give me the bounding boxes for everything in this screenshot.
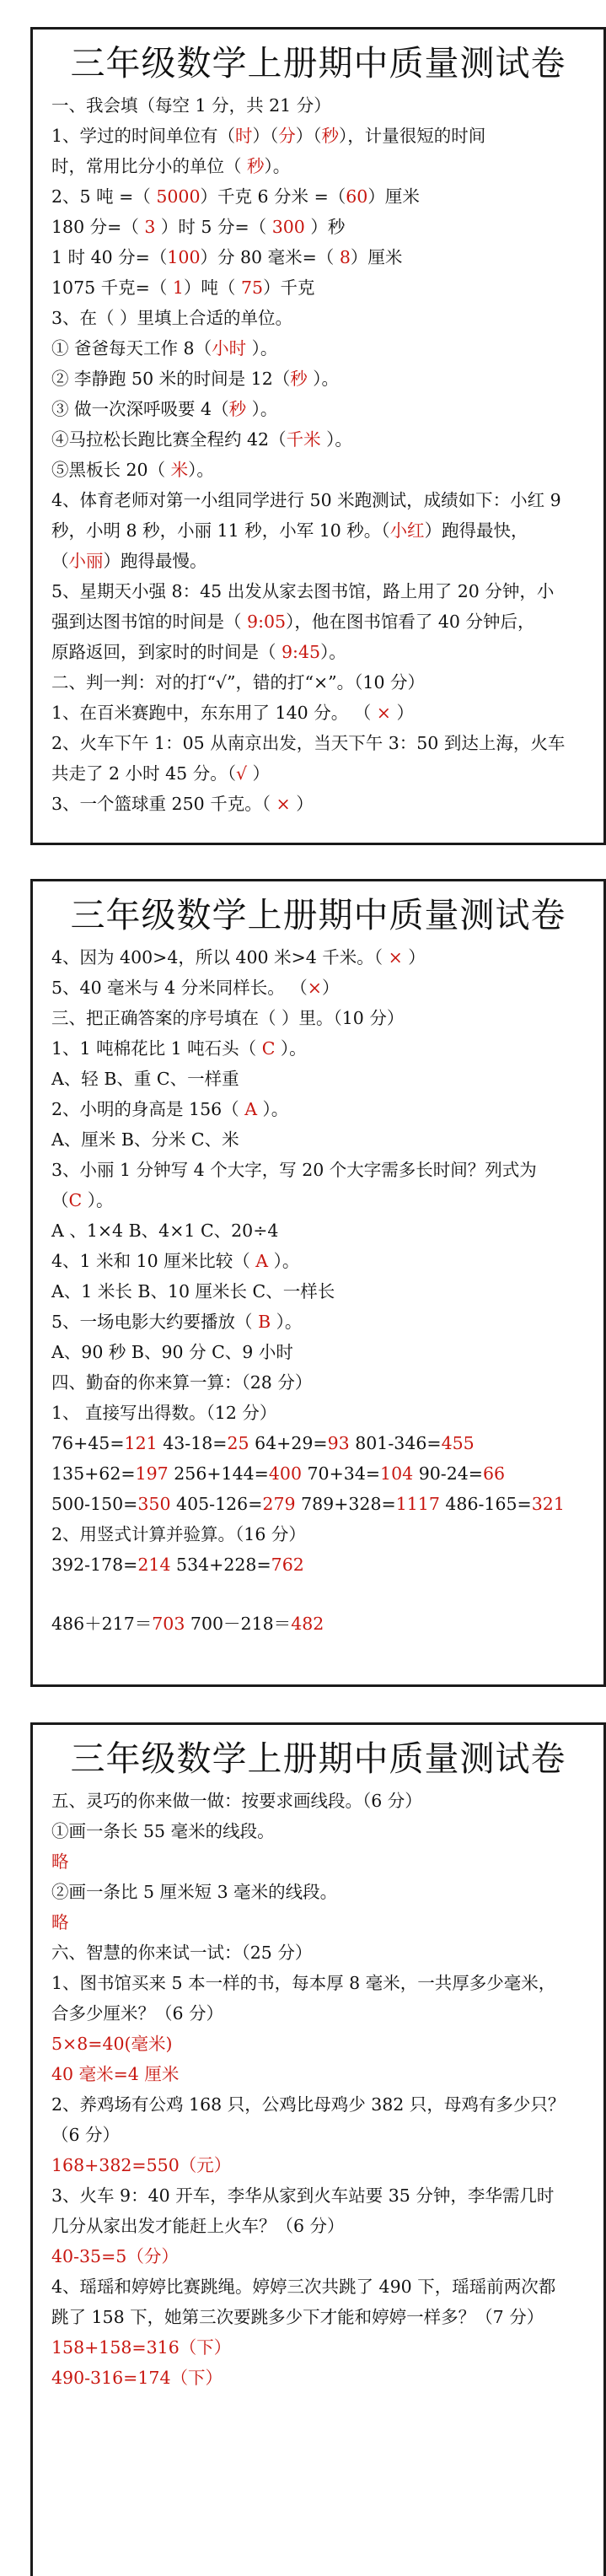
text-line — [51, 2029, 585, 2059]
text-line — [51, 1428, 585, 1458]
question-text: 2、养鸡场有公鸡 168 只，公鸡比母鸡少 382 只，母鸡有多少只？ — [51, 2094, 566, 2115]
exam-page-2 — [30, 879, 606, 1687]
answer-text: B — [258, 1312, 271, 1332]
answer-text: 350 — [137, 1494, 171, 1514]
answer-text: 66 — [482, 1463, 506, 1484]
answer-text: 8 — [339, 247, 351, 267]
question-text: 392-178= — [51, 1555, 138, 1575]
question-text: ）秒 — [304, 217, 346, 237]
question-text: A、1 米长 B、10 厘米长 C、一样长 — [51, 1281, 335, 1301]
text-line — [51, 1367, 585, 1398]
text-line — [51, 728, 585, 758]
question-text: ⑤黑板长 20（ — [51, 460, 171, 480]
question-text: ① 爸爸每天工作 8（ — [51, 338, 212, 358]
question-text: ） — [290, 794, 314, 814]
text-line — [51, 1337, 585, 1367]
question-text: ）时 5 分=（ — [155, 217, 272, 237]
text-line — [51, 2211, 585, 2241]
question-text: （ — [51, 551, 69, 571]
text-line — [51, 2089, 585, 2120]
question-text: ）吨（ — [183, 278, 241, 298]
answer-text: 9:45 — [282, 642, 321, 662]
text-line — [51, 1489, 585, 1519]
question-text: ）厘米 — [367, 186, 420, 207]
exam-title: 三年级数学上册期中质量测试卷 — [70, 43, 566, 84]
text-line — [51, 90, 585, 121]
question-text: 801-346= — [349, 1433, 442, 1453]
question-text: ）。 — [275, 1038, 307, 1059]
text-line — [51, 1276, 585, 1307]
question-text: 135+62= — [51, 1463, 136, 1484]
question-text: 时，常用比分小的单位（ — [51, 156, 248, 176]
question-text: 2、小明的身高是 156（ — [51, 1099, 245, 1119]
question-text: ），计量很短的时间 — [339, 126, 486, 146]
text-line — [51, 1398, 585, 1428]
question-text: 原路返回，到家时的时间是（ — [51, 642, 282, 662]
answer-text: 197 — [135, 1463, 169, 1484]
text-line — [51, 1968, 585, 1998]
question-text: 3、在（ ）里填上合适的单位。 — [51, 308, 293, 328]
text-line — [51, 1998, 585, 2029]
question-text: 共走了 2 小时 45 分。（ — [51, 763, 236, 784]
question-text: 64+29= — [249, 1433, 328, 1453]
answer-text: 490-316=174（下） — [51, 2368, 223, 2388]
question-text: ） — [321, 978, 340, 998]
answer-text: 小时 — [212, 338, 247, 358]
question-text: 70+34= — [302, 1463, 381, 1484]
answer-text: 千米 — [286, 429, 321, 450]
exam-page-3 — [30, 1722, 606, 2576]
answer-text: 秒 — [290, 369, 308, 389]
text-line — [51, 212, 585, 242]
question-text: ）跑得最快， — [424, 520, 528, 541]
question-text: ）千克 6 分米 =（ — [200, 186, 346, 207]
question-text: 5、一场电影大约要播放（ — [51, 1312, 259, 1332]
question-text: 486-165= — [439, 1494, 532, 1514]
answer-text: 703 — [152, 1614, 185, 1634]
question-text: 2、5 吨 =（ — [51, 186, 157, 207]
answer-text: 400 — [268, 1463, 302, 1484]
question-text: 几分从家出发才能赶上火车？（6 分） — [51, 2216, 345, 2236]
answer-text: 214 — [137, 1555, 171, 1575]
answer-text: 321 — [531, 1494, 565, 1514]
question-text: 四、勤奋的你来算一算：（28 分） — [51, 1372, 313, 1393]
question-text: ）。 — [82, 1190, 114, 1210]
text-line — [51, 1064, 585, 1094]
answer-text: × — [376, 703, 391, 723]
question-text: 3、一个篮球重 250 千克。（ — [51, 794, 276, 814]
question-text: ②画一条比 5 厘米短 3 毫米的线段。 — [51, 1882, 338, 1902]
exam-title: 三年级数学上册期中质量测试卷 — [70, 895, 566, 935]
question-text: 5、40 毫米与 4 分米同样长。 （ — [51, 978, 308, 998]
text-line — [51, 1458, 585, 1489]
answer-text: 小丽 — [68, 551, 104, 571]
question-text: ）。 — [320, 642, 346, 662]
question-text: ）（ — [252, 126, 279, 146]
question-text: ）。 — [320, 429, 352, 450]
question-text: 4、瑶瑶和婷婷比赛跳绳。婷婷三次共跳了 490 下，瑶瑶前两次都 — [51, 2277, 556, 2297]
text-line — [51, 789, 585, 819]
text-line — [51, 1124, 585, 1155]
question-text: 三、把正确答案的序号填在（ ）里。（10 分） — [51, 1008, 405, 1028]
question-text: 90-24= — [413, 1463, 483, 1484]
question-text: A、厘米 B、分米 C、米 — [51, 1129, 239, 1150]
question-text: ） — [402, 947, 426, 967]
question-text: 4、1 米和 10 厘米比较（ — [51, 1251, 256, 1271]
question-text: ） — [390, 703, 414, 723]
answer-text: 762 — [271, 1555, 304, 1575]
question-text: ）。 — [246, 338, 278, 358]
question-text: A、轻 B、重 C、一样重 — [51, 1069, 239, 1089]
answer-text: √ — [235, 763, 248, 784]
answer-text: 168+382=550（元） — [51, 2155, 232, 2175]
text-line — [51, 1877, 585, 1907]
text-line — [51, 2150, 585, 2180]
text-line — [51, 576, 585, 606]
text-line — [51, 1246, 585, 1276]
exam-title: 三年级数学上册期中质量测试卷 — [70, 1738, 566, 1779]
text-line — [51, 973, 585, 1003]
question-text: 180 分=（ — [51, 217, 145, 237]
text-line — [51, 606, 585, 637]
question-text: 405-126= — [170, 1494, 263, 1514]
answer-text: 1117 — [395, 1494, 440, 1514]
answer-text: 75 — [240, 278, 264, 298]
page-content — [51, 942, 585, 1639]
text-line — [51, 1155, 585, 1185]
answer-text: 米 — [170, 460, 189, 480]
text-line — [51, 2302, 585, 2332]
answer-text: 秒 — [321, 126, 340, 146]
text-line — [51, 667, 585, 698]
question-text: 789+328= — [295, 1494, 396, 1514]
question-text: 1、1 吨棉花比 1 吨石头（ — [51, 1038, 262, 1059]
answer-text: 158+158=316（下） — [51, 2337, 232, 2358]
answer-text: 分 — [278, 126, 296, 146]
text-line — [51, 515, 585, 546]
question-text: 一、我会填（每空 1 分，共 21 分） — [51, 95, 331, 116]
text-line — [51, 2180, 585, 2211]
question-text: A、90 秒 B、90 分 C、9 小时 — [51, 1342, 293, 1362]
question-text: ①画一条长 55 毫米的线段。 — [51, 1821, 275, 1841]
text-line — [51, 2120, 585, 2150]
question-text: 2、用竖式计算并验算。（16 分） — [51, 1524, 306, 1544]
text-line — [51, 1937, 585, 1968]
question-text: 5、星期天小强 8：45 出发从家去图书馆，路上用了 20 分钟，小 — [51, 581, 555, 601]
text-line — [51, 424, 585, 455]
answer-text: 略 — [51, 1912, 69, 1932]
question-text: ④马拉松长跑比赛全程约 42（ — [51, 429, 287, 450]
answer-text: 9:05 — [247, 612, 287, 632]
question-text: ）。 — [188, 460, 214, 480]
text-line — [51, 1549, 585, 1580]
question-text: 1075 千克=（ — [51, 278, 173, 298]
question-text: 二、判一判：对的打“√”，错的打“×”。（10 分） — [51, 672, 426, 693]
answer-text: 40 毫米=4 厘米 — [51, 2064, 180, 2084]
question-text: （6 分） — [51, 2125, 121, 2145]
question-text: 合多少厘米？（6 分） — [51, 2003, 224, 2024]
text-line — [51, 121, 585, 151]
text-line — [51, 2363, 585, 2393]
answer-text: 60 — [346, 186, 368, 207]
question-text: （ — [51, 1190, 69, 1210]
question-text: 强到达图书馆的时间是（ — [51, 612, 248, 632]
text-line — [51, 2241, 585, 2272]
text-line — [51, 1609, 585, 1639]
answer-text: C — [68, 1190, 83, 1210]
text-line — [51, 1786, 585, 1816]
answer-text: 时 — [235, 126, 253, 146]
question-text: ③ 做一次深呼吸要 4（ — [51, 399, 229, 419]
text-line — [51, 1215, 585, 1246]
answer-text: 104 — [380, 1463, 414, 1484]
text-line — [51, 455, 585, 485]
question-text: 486＋217＝ — [51, 1614, 153, 1634]
text-line — [51, 698, 585, 728]
text-line — [51, 1816, 585, 1846]
question-text: ）分 80 毫米=（ — [200, 247, 340, 267]
answer-text: 3 — [144, 217, 156, 237]
answer-text: 25 — [227, 1433, 249, 1453]
question-text: ），他在图书馆看了 40 分钟后， — [286, 612, 535, 632]
text-line — [51, 151, 585, 181]
question-text: ② 李静跑 50 米的时间是 12（ — [51, 369, 291, 389]
text-line — [51, 637, 585, 667]
question-text: 五、灵巧的你来做一做：按要求画线段。（6 分） — [51, 1791, 422, 1811]
question-text: 4、体育老师对第一小组同学进行 50 米跑测试，成绩如下：小红 9 — [51, 490, 561, 510]
answer-text: × — [276, 794, 291, 814]
text-line — [51, 942, 585, 973]
question-text: ）跑得最慢。 — [103, 551, 207, 571]
question-text: 3、小丽 1 分钟写 4 个大字，写 20 个大字需多长时间？列式为 — [51, 1160, 537, 1180]
question-text: 六、智慧的你来试一试：（25 分） — [51, 1943, 313, 1963]
text-line — [51, 333, 585, 364]
answer-text: 121 — [124, 1433, 158, 1453]
question-text: 秒，小明 8 秒，小丽 11 秒，小军 10 秒。（ — [51, 520, 390, 541]
answer-text: × — [388, 947, 403, 967]
answer-text: 5×8=40(毫米) — [51, 2034, 173, 2054]
text-line — [51, 485, 585, 515]
answer-text: 93 — [327, 1433, 350, 1453]
question-text: 1、在百米赛跑中，东东用了 140 分。 （ — [51, 703, 377, 723]
question-text: 1、图书馆买来 5 本一样的书，每本厚 8 毫米，一共厚多少毫米， — [51, 1973, 556, 1993]
text-line — [51, 364, 585, 394]
text-line — [51, 303, 585, 333]
question-text: 1、学过的时间单位有（ — [51, 126, 236, 146]
question-text: 1、 直接写出得数。（12 分） — [51, 1403, 277, 1423]
text-line — [51, 2059, 585, 2089]
question-text: 4、因为 400>4，所以 400 米>4 千米。（ — [51, 947, 389, 967]
answer-text: × — [307, 978, 322, 998]
text-line — [51, 1033, 585, 1064]
question-text: ）。 — [264, 156, 291, 176]
question-text: 700－218＝ — [185, 1614, 292, 1634]
answer-text: 小红 — [389, 520, 425, 541]
question-text: ）。 — [268, 1251, 300, 1271]
answer-text: 40-35=5（分） — [51, 2246, 179, 2266]
page-content — [51, 90, 585, 819]
text-line — [51, 758, 585, 789]
text-line — [51, 1519, 585, 1549]
question-text: ）厘米 — [350, 247, 403, 267]
question-text: 1 时 40 分=（ — [51, 247, 168, 267]
text-line — [51, 546, 585, 576]
answer-text: 1 — [172, 278, 184, 298]
question-text: 500-150= — [51, 1494, 138, 1514]
question-text: 跳了 158 下，她第三次要跳多少下才能和婷婷一样多？（7 分） — [51, 2307, 544, 2327]
text-line — [51, 2272, 585, 2302]
exam-page-1 — [30, 27, 606, 845]
question-text: 256+144= — [168, 1463, 269, 1484]
question-text: ）（ — [295, 126, 322, 146]
text-line — [51, 1846, 585, 1877]
text-line — [51, 181, 585, 212]
answer-text: 455 — [441, 1433, 475, 1453]
text-line — [51, 1094, 585, 1124]
answer-text: 482 — [291, 1614, 324, 1634]
question-text: 43-18= — [157, 1433, 228, 1453]
question-text: 2、火车下午 1：05 从南京出发，当天下午 3：50 到达上海，火车 — [51, 733, 566, 753]
question-text: A 、1×4 B、4×1 C、20÷4 — [51, 1221, 279, 1241]
answer-text: 秒 — [247, 156, 265, 176]
question-text: ） — [247, 763, 271, 784]
question-text: 534+228= — [170, 1555, 271, 1575]
text-line — [51, 1307, 585, 1337]
question-text: ）千克 — [263, 278, 315, 298]
text-line — [51, 1003, 585, 1033]
question-text: ）。 — [257, 1099, 289, 1119]
question-text: ）。 — [271, 1312, 303, 1332]
text-line — [51, 272, 585, 303]
answer-text: A — [244, 1099, 258, 1119]
answer-text: 300 — [271, 217, 305, 237]
question-text: ）。 — [246, 399, 278, 419]
text-line — [51, 242, 585, 272]
text-line — [51, 1580, 585, 1609]
answer-text: 秒 — [228, 399, 247, 419]
answer-text: 279 — [262, 1494, 296, 1514]
text-line — [51, 1185, 585, 1215]
answer-text: C — [261, 1038, 276, 1059]
answer-text: A — [255, 1251, 269, 1271]
text-line — [51, 394, 585, 424]
answer-text: 100 — [167, 247, 201, 267]
text-line — [51, 2332, 585, 2363]
question-text: 3、火车 9：40 开车，李华从家到火车站要 35 分钟，李华需几时 — [51, 2185, 555, 2206]
question-text: 76+45= — [51, 1433, 125, 1453]
page-content — [51, 1786, 585, 2393]
answer-text: 略 — [51, 1851, 69, 1872]
question-text: ）。 — [307, 369, 340, 389]
text-line — [51, 1907, 585, 1937]
answer-text: 5000 — [156, 186, 201, 207]
